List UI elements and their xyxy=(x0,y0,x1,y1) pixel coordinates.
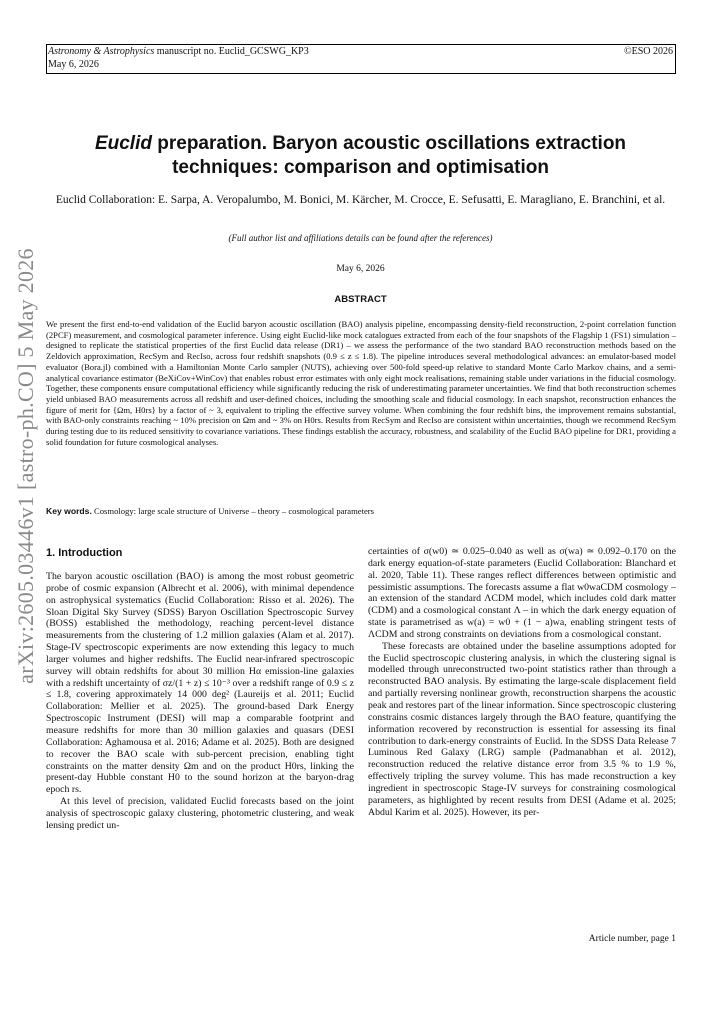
intro-paragraph-1: The baryon acoustic oscillation (BAO) is among the most robust geometric probe of cosmic expansion (Albrecht et al. 2006), with minimal dependence on astrophysical systematics (Euclid Collaboration: Risso et al. 2026). The Sloan Digital Sky Survey (SDSS) Baryon Oscillation Spectroscopic Survey (BOSS) established the methodology, reaching percent-level distance measurements from the clustering of 1.2 million galaxies (Alam et al. 2017). Stage-IV spectroscopic experiments are now extending this legacy to much larger volumes and higher redshifts. The Euclid near-infrared spectroscopic survey will obtain redshifts for about 30 million Hα emission-line galaxies with a redshift uncertainty of σz/(1 + z) ≤ 10⁻³ over a redshift range of 0.9 ≤ z ≤ 1.8, covering approximately 14 000 deg² (Laureijs et al. 2011; Euclid Collaboration: Mellier et al. 2025). The ground-based Dark Energy Spectroscopic Instrument (DESI) will map a comparable footprint and measure redshifts for more than 30 million galaxies and quasars (DESI Collaboration: Aghamousa et al. 2016; Adame et al. 2025). Both are designed to recover the BAO scale with sub-percent precision, enabling tight constraints on the matter density Ωm and on the product H0rs, linking the present-day Hubble constant H0 to the sound horizon at the baryon-drag epoch rs. xyxy=(46,571,354,796)
header-date: May 6, 2026 xyxy=(48,59,99,70)
keywords-label: Key words. xyxy=(46,506,92,516)
page-footer: Article number, page 1 xyxy=(588,934,676,944)
left-column xyxy=(46,571,354,832)
keywords-text: Cosmology: large scale structure of Universe – theory – cosmological parameters xyxy=(91,506,375,516)
affiliations-note: (Full author list and affiliations details can be found after the references) xyxy=(228,233,493,243)
arxiv-stamp[interactable]: arXiv:2605.03446v1 [astro-ph.CO] 5 May 2026 xyxy=(13,248,38,684)
paper-title xyxy=(46,132,675,180)
author-list: Euclid Collaboration: E. Sarpa, A. Veropalumbo, M. Bonici, M. Kärcher, M. Crocce, E. Sefusatti, E. Maragliano, E. Branchini, et al. xyxy=(55,194,666,206)
paper-date: May 6, 2026 xyxy=(336,264,385,274)
abstract-heading: ABSTRACT xyxy=(334,294,387,305)
running-header xyxy=(48,45,309,71)
right-column xyxy=(368,546,676,818)
title-euclid: Euclid xyxy=(94,133,152,154)
intro-paragraph-4: These forecasts are obtained under the baseline assumptions adopted for the Euclid spectroscopic clustering analysis, in which the clustering signal is modelled through unreconstructed two-point statistics rather than through a reconstructed BAO analysis. By estimating the large-scale displacement field and partially reversing nonlinear growth, reconstruction sharpens the acoustic peak and restores part of the linear information. Since spectroscopic clustering constrains cosmic distances largely through the BAO feature, quantifying the information recovered by reconstruction is essential for assessing its final contribution to dark-energy constraints of Euclid. In the SDSS Data Release 7 Luminous Red Galaxy (LRG) sample (Padmanabhan et al. 2012), reconstruction reduced the relative distance error from 3.5 % to 1.9 %, effectively tripling the survey volume. This has made reconstruction a key ingredient in spectroscopic Stage-IV surveys for constraining cosmological parameters, as highlighted by recent results from DESI (Adame et al. 2025; Abdul Karim et al. 2025). However, its per- xyxy=(368,640,676,818)
section-heading: 1. Introduction xyxy=(46,547,123,559)
manuscript-id: manuscript no. Euclid_GCSWG_KP3 xyxy=(154,46,309,57)
keywords xyxy=(46,506,676,516)
journal-name: Astronomy & Astrophysics xyxy=(48,46,155,57)
abstract-text: We present the first end-to-end validation of the Euclid baryon acoustic oscillation (BAO) analysis pipeline, encompassing density-field reconstruction, 2-point correlation function (2PCF) measurement, and cosmological parameter inference. Using eight Euclid-like mock catalogues extracted from each of the four snapshots of the Flagship 1 (FS1) simulation – designed to replicate the statistical properties of the first Euclid data release (DR1) – we assess the performance of the two standard BAO reconstruction methods based on the Zeldovich approximation, RecSym and RecIso, across four redshift snapshots (0.9 ≤ z ≤ 1.8). The pipeline introduces several methodological advances: an emulator-based model evaluator (Bora.jl) combined with a Hamiltonian Monte Carlo sampler (NUTS), achieving over 500-fold speed-up relative to standard Monte Carlo Markov chains, and a semi-analytical covariance estimator (BeXiCov+WinCov) that enables robust error estimates with only eight mock realisations, remaining stable under variations in the fiducial cosmology. Together, these components ensure computational efficiency while significantly reducing the risk of underestimating parameter uncertainties. We find that both reconstruction schemes yield unbiased BAO measurements across all redshift and user-defined choices, including the smoothing scale and fiducial cosmology. In each snapshot, reconstruction enhances the figure of merit for {Ωm, H0rs} by a factor of ~ 3, equivalent to tripling the effective survey volume. When combining the four redshift bins, the improvement remains substantial, with BAO-only constraints reaching ~ 10% precision on Ωm and ~ 3% on H0rs. Results from RecSym and RecIso are consistent within uncertainties, though we recommend RecSym during testing due to its reduced sensitivity to covariance variations. These findings establish the accuracy, robustness, and scalability of the Euclid BAO pipeline for DR1, providing a solid foundation for future cosmological analyses. xyxy=(46,319,676,447)
copyright: ©ESO 2026 xyxy=(624,46,673,57)
intro-paragraph-3: certainties of σ(w0) ≃ 0.025–0.040 as well as σ(wa) ≃ 0.092–0.170 on the dark energy equation-of-state parameters (Euclid Collaboration: Blanchard et al. 2020, Table 11). These ranges reflect differences between optimistic and pessimistic assumptions. The forecasts assume a flat w0waCDM cosmology – an extension of the standard ΛCDM model, which includes cold dark matter (CDM) and a cosmological constant Λ – in which the dark energy equation of state is parametrised as w(a) = w0 + (1 − a)wa, enabling stringent tests of ΛCDM and strong constraints on deviations from a cosmological constant. xyxy=(368,546,676,640)
intro-paragraph-2: At this level of precision, validated Euclid forecasts based on the joint analysis of spectroscopic galaxy clustering, photometric clustering, and weak lensing predict un- xyxy=(46,796,354,831)
title-rest: preparation. Baryon acoustic oscillations extraction techniques: comparison and optimisation xyxy=(151,133,627,178)
